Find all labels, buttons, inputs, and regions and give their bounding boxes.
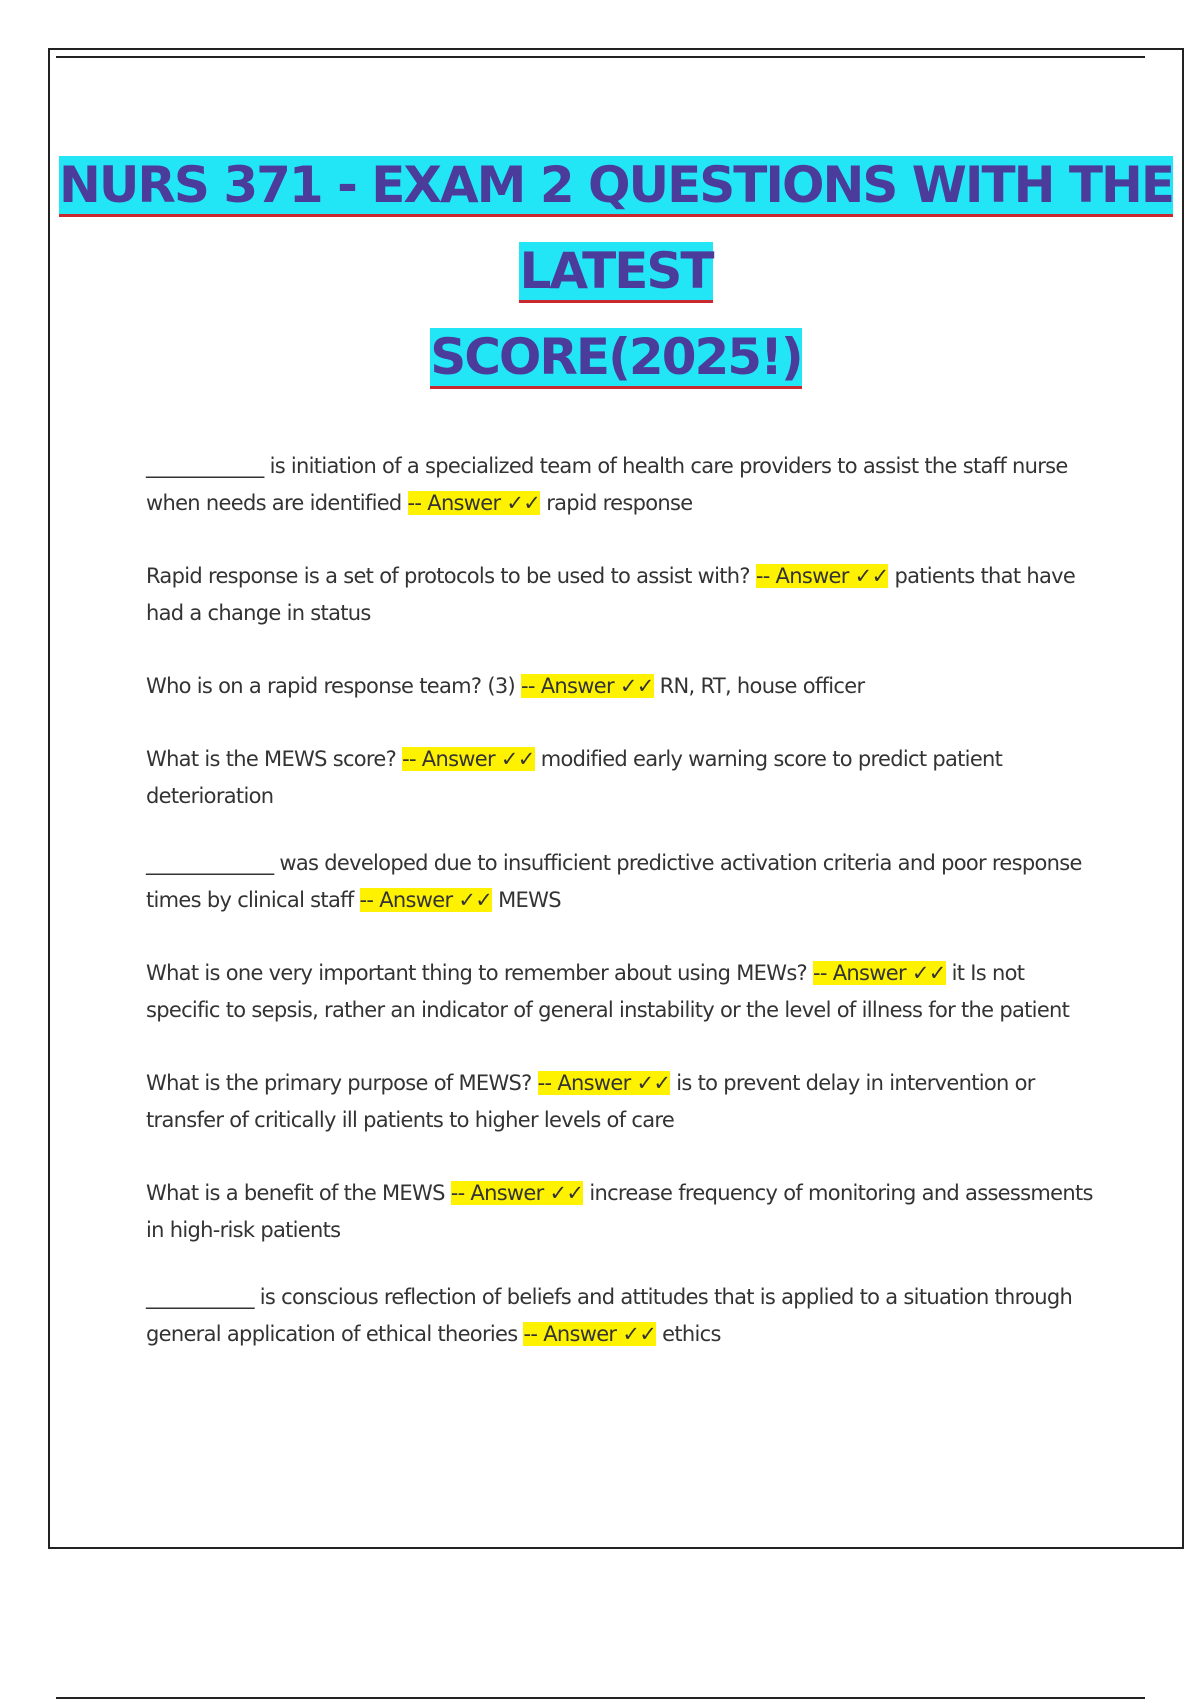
answer-text: is to prevent delay in intervention or transfer of critically ill patients to higher levels of care <box>146 1071 1035 1132</box>
qa-item <box>146 1065 1096 1139</box>
answer-text: MEWS <box>498 888 561 912</box>
answer-text: ethics <box>662 1322 721 1346</box>
question-text: Who is on a rapid response team? (3) <box>146 674 516 698</box>
qa-item <box>146 845 1096 919</box>
title-line-2: SCORE(2025!) <box>430 328 802 389</box>
answer-marker: -- Answer ✓✓ <box>521 674 654 698</box>
answer-text: it Is not specific to sepsis, rather an indicator of general instability or the level of illness for the patient <box>146 961 1070 1022</box>
qa-item <box>146 955 1096 1029</box>
qa-item <box>146 1175 1096 1249</box>
qa-item <box>146 558 1096 632</box>
answer-marker: -- Answer ✓✓ <box>402 747 535 771</box>
question-text: _____________ was developed due to insufficient predictive activation criteria and poor response times by clinical staff <box>146 851 1082 912</box>
qa-item <box>146 741 1096 815</box>
answer-marker: -- Answer ✓✓ <box>359 888 493 912</box>
document-title <box>48 142 1184 400</box>
answer-marker: -- Answer ✓✓ <box>755 564 889 588</box>
answer-text: patients that have had a change in status <box>146 564 1076 625</box>
bottom-rule <box>56 1697 1145 1699</box>
question-text: Rapid response is a set of protocols to be used to assist with? <box>146 564 750 588</box>
answer-marker: -- Answer ✓✓ <box>537 1071 671 1095</box>
qa-item <box>146 448 1096 522</box>
question-text: What is the MEWS score? <box>146 747 397 771</box>
qa-item <box>146 1279 1096 1353</box>
question-text: What is a benefit of the MEWS <box>146 1181 445 1205</box>
answer-text: RN, RT, house officer <box>659 674 865 698</box>
question-text: What is one very important thing to remember about using MEWs? <box>146 961 808 985</box>
top-rule <box>56 56 1145 58</box>
answer-marker: -- Answer ✓✓ <box>407 491 541 515</box>
qa-list <box>146 448 1096 1353</box>
question-text: What is the primary purpose of MEWS? <box>146 1071 532 1095</box>
answer-text: increase frequency of monitoring and assessments in high-risk patients <box>146 1181 1093 1242</box>
qa-item <box>146 668 1096 705</box>
answer-marker: -- Answer ✓✓ <box>523 1322 657 1346</box>
answer-text: rapid response <box>546 491 693 515</box>
question-text: ___________ is conscious reflection of beliefs and attitudes that is applied to a situation through general application of ethical theories <box>146 1285 1073 1346</box>
answer-marker: -- Answer ✓✓ <box>813 961 946 985</box>
answer-text: modified early warning score to predict patient deterioration <box>146 747 1003 808</box>
answer-marker: -- Answer ✓✓ <box>450 1181 584 1205</box>
title-line-1: NURS 371 - EXAM 2 QUESTIONS WITH THE LATEST <box>59 156 1173 303</box>
question-text: ____________ is initiation of a specialized team of health care providers to assist the staff nurse when needs are identified <box>146 454 1068 515</box>
